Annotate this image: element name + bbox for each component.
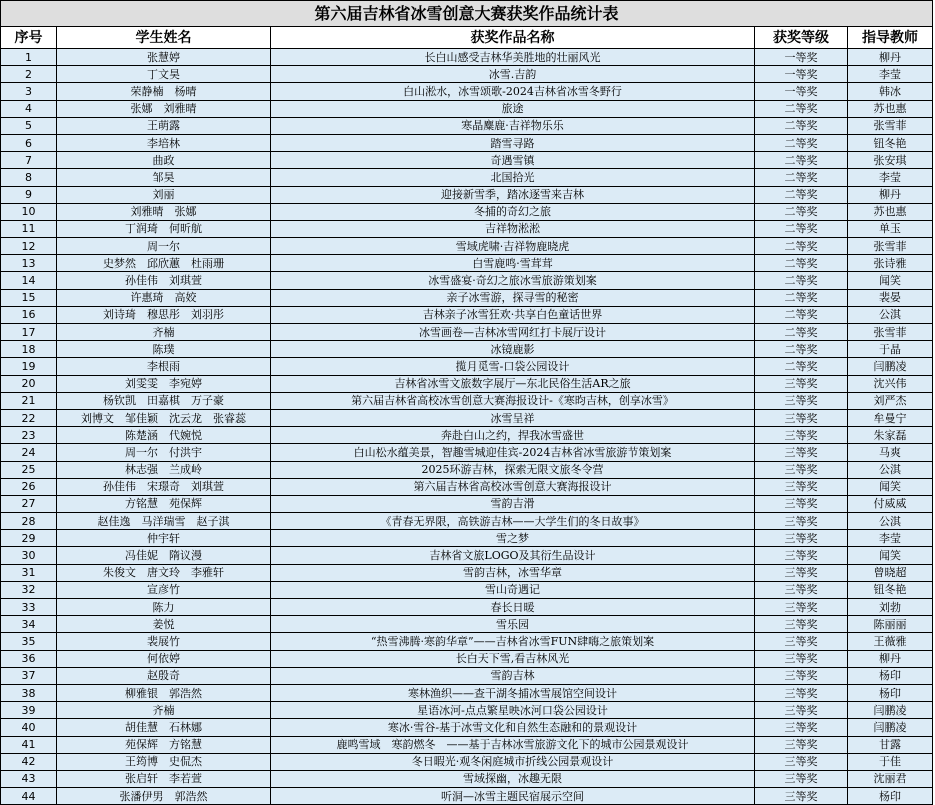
teacher-cell: 杨印 xyxy=(848,788,933,805)
work-cell: 白山松水蕴美景，智趣雪城迎佳宾-2024吉林省冰雪旅游节策划案 xyxy=(271,444,755,461)
teacher-cell: 柳丹 xyxy=(848,186,933,203)
level-cell: 一等奖 xyxy=(755,83,848,100)
teacher-cell: 单玉 xyxy=(848,220,933,237)
table-row xyxy=(1,444,933,461)
table-row xyxy=(1,633,933,650)
student-cell: 李培林 xyxy=(57,134,271,151)
student-cell: 林志强 兰成岭 xyxy=(57,461,271,478)
seq-cell: 11 xyxy=(1,220,57,237)
work-cell: 雪韵吉林 xyxy=(271,667,755,684)
seq-cell: 10 xyxy=(1,203,57,220)
teacher-cell: 钮冬艳 xyxy=(848,581,933,598)
table-row xyxy=(1,736,933,753)
student-cell: 柳雅银 郭浩然 xyxy=(57,684,271,701)
level-cell: 二等奖 xyxy=(755,341,848,358)
seq-cell: 2 xyxy=(1,66,57,83)
work-cell: “热雪沸腾·寒韵华章”——吉林省冰雪FUN肆嗨之旅策划案 xyxy=(271,633,755,650)
teacher-cell: 于佳 xyxy=(848,753,933,770)
work-cell: 寒冰·雪谷-基于冰雪文化和自然生态融和的景观设计 xyxy=(271,719,755,736)
work-cell: 鹿鸣雪域 寒韵燃冬 ——基于吉林冰雪旅游文化下的城市公园景观设计 xyxy=(271,736,755,753)
student-cell: 周一尔 付洪宇 xyxy=(57,444,271,461)
level-cell: 三等奖 xyxy=(755,392,848,409)
table-row xyxy=(1,306,933,323)
level-cell: 三等奖 xyxy=(755,478,848,495)
student-cell: 张慧婷 xyxy=(57,49,271,66)
table-row xyxy=(1,66,933,83)
work-cell: 白雪鹿鸣·雪茸茸 xyxy=(271,255,755,272)
table-row xyxy=(1,667,933,684)
teacher-cell: 张雪菲 xyxy=(848,238,933,255)
work-cell: 星语冰河-点点繁星映冰河口袋公园设计 xyxy=(271,702,755,719)
header-level: 获奖等级 xyxy=(755,27,848,49)
seq-cell: 4 xyxy=(1,100,57,117)
student-cell: 荣静楠 杨晴 xyxy=(57,83,271,100)
table-row xyxy=(1,684,933,701)
table-row xyxy=(1,375,933,392)
work-cell: 吉祥物淞淞 xyxy=(271,220,755,237)
work-cell: 雪域虎啸·吉祥物鹿晓虎 xyxy=(271,238,755,255)
level-cell: 三等奖 xyxy=(755,788,848,805)
level-cell: 二等奖 xyxy=(755,238,848,255)
level-cell: 二等奖 xyxy=(755,272,848,289)
table-row xyxy=(1,134,933,151)
level-cell: 三等奖 xyxy=(755,495,848,512)
level-cell: 三等奖 xyxy=(755,375,848,392)
level-cell: 二等奖 xyxy=(755,134,848,151)
header-student: 学生姓名 xyxy=(57,27,271,49)
teacher-cell: 苏也惠 xyxy=(848,100,933,117)
seq-cell: 27 xyxy=(1,495,57,512)
table-row xyxy=(1,238,933,255)
student-cell: 仲宇轩 xyxy=(57,530,271,547)
teacher-cell: 付威威 xyxy=(848,495,933,512)
level-cell: 三等奖 xyxy=(755,513,848,530)
table-row xyxy=(1,341,933,358)
teacher-cell: 闻笑 xyxy=(848,547,933,564)
teacher-cell: 刘严杰 xyxy=(848,392,933,409)
level-cell: 二等奖 xyxy=(755,358,848,375)
teacher-cell: 刘勃 xyxy=(848,599,933,616)
work-cell: 奔赴白山之约，捍我冰雪盛世 xyxy=(271,427,755,444)
work-cell: 寒林渔织——查干湖冬捕冰雪展馆空间设计 xyxy=(271,684,755,701)
student-cell: 丁润琦 何昕航 xyxy=(57,220,271,237)
student-cell: 李根雨 xyxy=(57,358,271,375)
seq-cell: 37 xyxy=(1,667,57,684)
table-row xyxy=(1,547,933,564)
table-row xyxy=(1,495,933,512)
student-cell: 冯佳妮 隋议漫 xyxy=(57,547,271,564)
table-row xyxy=(1,530,933,547)
seq-cell: 41 xyxy=(1,736,57,753)
table-row xyxy=(1,169,933,186)
title-row xyxy=(1,1,933,27)
student-cell: 裴展竹 xyxy=(57,633,271,650)
student-cell: 刘博文 邹佳颖 沈云龙 张睿蕊 xyxy=(57,409,271,426)
student-cell: 王筠博 史侃杰 xyxy=(57,753,271,770)
teacher-cell: 李莹 xyxy=(848,169,933,186)
seq-cell: 35 xyxy=(1,633,57,650)
header-teacher: 指导教师 xyxy=(848,27,933,49)
seq-cell: 5 xyxy=(1,117,57,134)
table-row xyxy=(1,392,933,409)
student-cell: 史梦然 邱欣蕙 杜雨珊 xyxy=(57,255,271,272)
work-cell: 北国拾光 xyxy=(271,169,755,186)
level-cell: 一等奖 xyxy=(755,49,848,66)
work-cell: 亲子冰雪游，探寻雪的秘密 xyxy=(271,289,755,306)
student-cell: 孙佳伟 宋璟奇 刘琪萱 xyxy=(57,478,271,495)
teacher-cell: 公淇 xyxy=(848,513,933,530)
level-cell: 三等奖 xyxy=(755,427,848,444)
table-row xyxy=(1,461,933,478)
seq-cell: 6 xyxy=(1,134,57,151)
level-cell: 二等奖 xyxy=(755,186,848,203)
table-row xyxy=(1,770,933,787)
student-cell: 孙佳伟 刘琪萱 xyxy=(57,272,271,289)
teacher-cell: 李莹 xyxy=(848,530,933,547)
student-cell: 张娜 刘雅晴 xyxy=(57,100,271,117)
work-cell: 寒晶麋鹿·吉祥物乐乐 xyxy=(271,117,755,134)
level-cell: 三等奖 xyxy=(755,616,848,633)
level-cell: 三等奖 xyxy=(755,667,848,684)
student-cell: 邹昊 xyxy=(57,169,271,186)
level-cell: 二等奖 xyxy=(755,324,848,341)
student-cell: 胡佳慧 石林娜 xyxy=(57,719,271,736)
teacher-cell: 闫鹏凌 xyxy=(848,719,933,736)
work-cell: 奇遇雪镇 xyxy=(271,152,755,169)
student-cell: 周一尔 xyxy=(57,238,271,255)
level-cell: 三等奖 xyxy=(755,461,848,478)
level-cell: 二等奖 xyxy=(755,100,848,117)
teacher-cell: 陈丽丽 xyxy=(848,616,933,633)
student-cell: 朱俊文 唐文玲 李雅轩 xyxy=(57,564,271,581)
seq-cell: 31 xyxy=(1,564,57,581)
table-body xyxy=(1,49,933,805)
header-work: 获奖作品名称 xyxy=(271,27,755,49)
table-row xyxy=(1,100,933,117)
student-cell: 刘雅晴 张娜 xyxy=(57,203,271,220)
seq-cell: 9 xyxy=(1,186,57,203)
seq-cell: 28 xyxy=(1,513,57,530)
teacher-cell: 公淇 xyxy=(848,461,933,478)
work-cell: 冰雪呈祥 xyxy=(271,409,755,426)
seq-cell: 13 xyxy=(1,255,57,272)
level-cell: 二等奖 xyxy=(755,117,848,134)
level-cell: 三等奖 xyxy=(755,581,848,598)
seq-cell: 14 xyxy=(1,272,57,289)
teacher-cell: 王薇雅 xyxy=(848,633,933,650)
work-cell: 长白山感受吉林华美胜地的壮丽风光 xyxy=(271,49,755,66)
teacher-cell: 张安琪 xyxy=(848,152,933,169)
teacher-cell: 柳丹 xyxy=(848,49,933,66)
work-cell: 冬日暇光·观冬闲庭城市折线公园景观设计 xyxy=(271,753,755,770)
teacher-cell: 李莹 xyxy=(848,66,933,83)
work-cell: 踏雪寻路 xyxy=(271,134,755,151)
seq-cell: 7 xyxy=(1,152,57,169)
level-cell: 三等奖 xyxy=(755,564,848,581)
level-cell: 三等奖 xyxy=(755,530,848,547)
level-cell: 二等奖 xyxy=(755,306,848,323)
teacher-cell: 苏也惠 xyxy=(848,203,933,220)
work-cell: 揽月觅雪-口袋公园设计 xyxy=(271,358,755,375)
student-cell: 杨钦凯 田嘉棋 万子豪 xyxy=(57,392,271,409)
table-row xyxy=(1,409,933,426)
seq-cell: 22 xyxy=(1,409,57,426)
seq-cell: 42 xyxy=(1,753,57,770)
level-cell: 三等奖 xyxy=(755,444,848,461)
seq-cell: 17 xyxy=(1,324,57,341)
teacher-cell: 曾晓超 xyxy=(848,564,933,581)
work-cell: 听洞—冰雪主题民宿展示空间 xyxy=(271,788,755,805)
table-row xyxy=(1,702,933,719)
seq-cell: 1 xyxy=(1,49,57,66)
table-row xyxy=(1,753,933,770)
student-cell: 陈力 xyxy=(57,599,271,616)
seq-cell: 36 xyxy=(1,650,57,667)
level-cell: 三等奖 xyxy=(755,753,848,770)
teacher-cell: 甘露 xyxy=(848,736,933,753)
level-cell: 一等奖 xyxy=(755,66,848,83)
work-cell: 第六届吉林省高校冰雪创意大赛海报设计 xyxy=(271,478,755,495)
seq-cell: 33 xyxy=(1,599,57,616)
work-cell: 冰镜鹿影 xyxy=(271,341,755,358)
teacher-cell: 闻笑 xyxy=(848,272,933,289)
seq-cell: 19 xyxy=(1,358,57,375)
work-cell: 长白天下雪,看吉林风光 xyxy=(271,650,755,667)
teacher-cell: 沈丽君 xyxy=(848,770,933,787)
table-row xyxy=(1,186,933,203)
level-cell: 三等奖 xyxy=(755,633,848,650)
student-cell: 曲政 xyxy=(57,152,271,169)
work-cell: 吉林亲子冰雪狂欢·共享白色童话世界 xyxy=(271,306,755,323)
seq-cell: 24 xyxy=(1,444,57,461)
table-row xyxy=(1,117,933,134)
work-cell: 白山淞水，冰雪颂歌-2024吉林省冰雪冬野行 xyxy=(271,83,755,100)
seq-cell: 15 xyxy=(1,289,57,306)
work-cell: 吉林省文旅LOGO及其衍生品设计 xyxy=(271,547,755,564)
teacher-cell: 闫鹏凌 xyxy=(848,358,933,375)
level-cell: 三等奖 xyxy=(755,409,848,426)
work-cell: 雪域探幽，冰趣无限 xyxy=(271,770,755,787)
sheet-title: 第六届吉林省冰雪创意大赛获奖作品统计表 xyxy=(1,1,933,27)
teacher-cell: 马爽 xyxy=(848,444,933,461)
header-seq: 序号 xyxy=(1,27,57,49)
level-cell: 二等奖 xyxy=(755,152,848,169)
teacher-cell: 朱家磊 xyxy=(848,427,933,444)
seq-cell: 43 xyxy=(1,770,57,787)
student-cell: 齐楠 xyxy=(57,702,271,719)
seq-cell: 34 xyxy=(1,616,57,633)
table-row xyxy=(1,152,933,169)
seq-cell: 23 xyxy=(1,427,57,444)
student-cell: 陈璞 xyxy=(57,341,271,358)
work-cell: 雪山奇遇记 xyxy=(271,581,755,598)
table-row xyxy=(1,719,933,736)
student-cell: 刘诗琦 穆思彤 刘羽彤 xyxy=(57,306,271,323)
teacher-cell: 张诗雅 xyxy=(848,255,933,272)
work-cell: 《青春无界限，高铁游吉林——大学生们的冬日故事》 xyxy=(271,513,755,530)
work-cell: 春长日暖 xyxy=(271,599,755,616)
student-cell: 刘雯雯 李宛婷 xyxy=(57,375,271,392)
work-cell: 第六届吉林省高校冰雪创意大赛海报设计-《寒昀吉林，创享冰雪》 xyxy=(271,392,755,409)
student-cell: 赵佳逸 马洋瑞雪 赵子淇 xyxy=(57,513,271,530)
level-cell: 二等奖 xyxy=(755,169,848,186)
table-row xyxy=(1,513,933,530)
seq-cell: 38 xyxy=(1,684,57,701)
work-cell: 冰雪盛宴·奇幻之旅冰雪旅游策划案 xyxy=(271,272,755,289)
table-row xyxy=(1,220,933,237)
student-cell: 陈楚涵 代婉悦 xyxy=(57,427,271,444)
work-cell: 吉林省冰雪文旅数字展厅—东北民俗生活AR之旅 xyxy=(271,375,755,392)
table-row xyxy=(1,49,933,66)
seq-cell: 12 xyxy=(1,238,57,255)
table-row xyxy=(1,564,933,581)
student-cell: 许惠琦 高姣 xyxy=(57,289,271,306)
table-row xyxy=(1,358,933,375)
table-row xyxy=(1,788,933,805)
table-row xyxy=(1,289,933,306)
work-cell: 雪韵吉林，冰雪华章 xyxy=(271,564,755,581)
table-row xyxy=(1,255,933,272)
student-cell: 齐楠 xyxy=(57,324,271,341)
level-cell: 三等奖 xyxy=(755,702,848,719)
work-cell: 冬捕的奇幻之旅 xyxy=(271,203,755,220)
teacher-cell: 韩冰 xyxy=(848,83,933,100)
student-cell: 张潘伊男 郭浩然 xyxy=(57,788,271,805)
student-cell: 苑保辉 方铭慧 xyxy=(57,736,271,753)
level-cell: 三等奖 xyxy=(755,547,848,564)
work-cell: 旅途 xyxy=(271,100,755,117)
table-row xyxy=(1,478,933,495)
student-cell: 宣彦竹 xyxy=(57,581,271,598)
student-cell: 赵殷奇 xyxy=(57,667,271,684)
work-cell: 冰雪.吉韵 xyxy=(271,66,755,83)
seq-cell: 21 xyxy=(1,392,57,409)
teacher-cell: 柳丹 xyxy=(848,650,933,667)
work-cell: 雪乐园 xyxy=(271,616,755,633)
student-cell: 丁文昊 xyxy=(57,66,271,83)
level-cell: 二等奖 xyxy=(755,203,848,220)
level-cell: 三等奖 xyxy=(755,719,848,736)
table-row xyxy=(1,581,933,598)
student-cell: 方铭慧 苑保辉 xyxy=(57,495,271,512)
student-cell: 何依婷 xyxy=(57,650,271,667)
teacher-cell: 张雪菲 xyxy=(848,324,933,341)
header-row xyxy=(1,27,933,49)
level-cell: 三等奖 xyxy=(755,770,848,787)
seq-cell: 32 xyxy=(1,581,57,598)
teacher-cell: 沈兴伟 xyxy=(848,375,933,392)
work-cell: 雪之梦 xyxy=(271,530,755,547)
teacher-cell: 闫鹏凌 xyxy=(848,702,933,719)
table-row xyxy=(1,83,933,100)
teacher-cell: 公淇 xyxy=(848,306,933,323)
seq-cell: 18 xyxy=(1,341,57,358)
table-row xyxy=(1,616,933,633)
student-cell: 刘丽 xyxy=(57,186,271,203)
level-cell: 三等奖 xyxy=(755,684,848,701)
level-cell: 二等奖 xyxy=(755,255,848,272)
teacher-cell: 裴晏 xyxy=(848,289,933,306)
student-cell: 张启轩 李若萱 xyxy=(57,770,271,787)
teacher-cell: 于晶 xyxy=(848,341,933,358)
level-cell: 三等奖 xyxy=(755,736,848,753)
teacher-cell: 牟曼宁 xyxy=(848,409,933,426)
work-cell: 迎接新雪季，踏冰逐雪来吉林 xyxy=(271,186,755,203)
seq-cell: 8 xyxy=(1,169,57,186)
seq-cell: 16 xyxy=(1,306,57,323)
teacher-cell: 杨印 xyxy=(848,684,933,701)
table-row xyxy=(1,650,933,667)
seq-cell: 29 xyxy=(1,530,57,547)
seq-cell: 25 xyxy=(1,461,57,478)
table-row xyxy=(1,324,933,341)
level-cell: 二等奖 xyxy=(755,289,848,306)
seq-cell: 26 xyxy=(1,478,57,495)
seq-cell: 3 xyxy=(1,83,57,100)
student-cell: 姜悦 xyxy=(57,616,271,633)
level-cell: 二等奖 xyxy=(755,220,848,237)
seq-cell: 30 xyxy=(1,547,57,564)
work-cell: 雪韵吉滑 xyxy=(271,495,755,512)
work-cell: 冰雪画卷—吉林冰雪网红打卡展厅设计 xyxy=(271,324,755,341)
seq-cell: 20 xyxy=(1,375,57,392)
teacher-cell: 张雪菲 xyxy=(848,117,933,134)
table-row xyxy=(1,427,933,444)
seq-cell: 40 xyxy=(1,719,57,736)
level-cell: 三等奖 xyxy=(755,599,848,616)
work-cell: 2025环游吉林，探索无限文旅冬令营 xyxy=(271,461,755,478)
seq-cell: 39 xyxy=(1,702,57,719)
table-row xyxy=(1,272,933,289)
seq-cell: 44 xyxy=(1,788,57,805)
table-row xyxy=(1,203,933,220)
teacher-cell: 杨印 xyxy=(848,667,933,684)
teacher-cell: 钮冬艳 xyxy=(848,134,933,151)
student-cell: 王萌露 xyxy=(57,117,271,134)
teacher-cell: 闻笑 xyxy=(848,478,933,495)
level-cell: 三等奖 xyxy=(755,650,848,667)
table-row xyxy=(1,599,933,616)
